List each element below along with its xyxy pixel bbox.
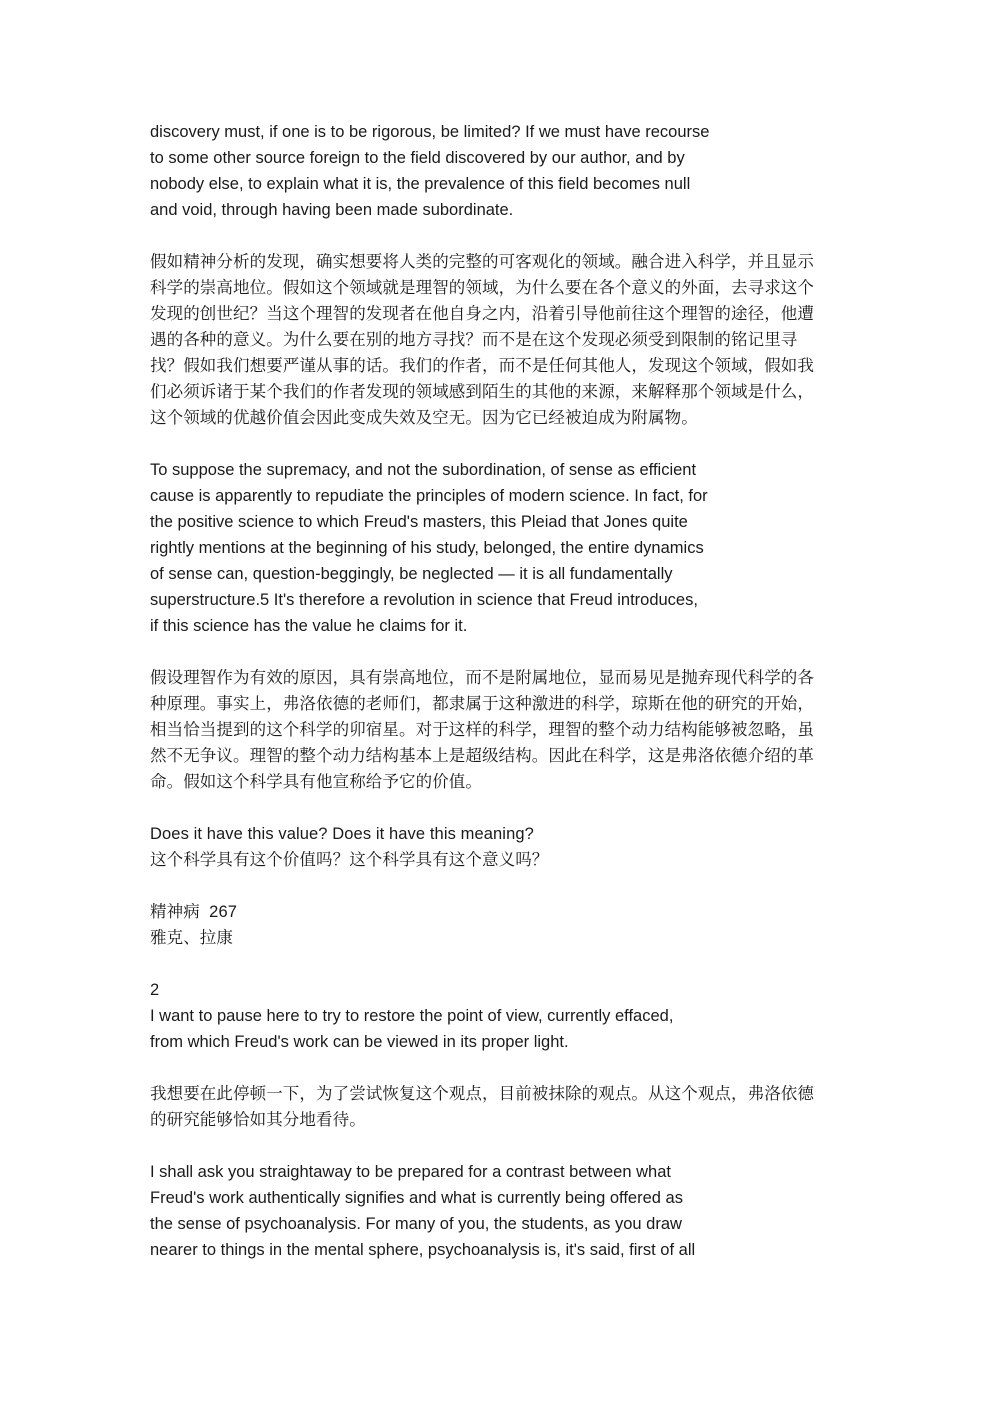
document-page [150, 119, 850, 1263]
paragraph-spacer [150, 795, 850, 821]
text-line: 然不无争议。理智的整个动力结构基本上是超级结构。因此在科学，这是弗洛依德介绍的革 [150, 747, 814, 765]
text-line: superstructure.5 It's therefore a revolution in science that Freud introduces, [150, 591, 698, 609]
text-line: 科学的崇高地位。假如这个领域就是理智的领域，为什么要在各个意义的外面，去寻求这个 [150, 279, 814, 297]
text-line: 假如精神分析的发现，确实想要将人类的完整的可客观化的领域。融合进入科学，并且显示 [150, 253, 814, 271]
text-line: 这个科学具有这个价值吗？这个科学具有这个意义吗？ [150, 851, 549, 869]
text-line: nobody else, to explain what it is, the prevalence of this field becomes null [150, 175, 691, 193]
text-line: 种原理。事实上，弗洛依德的老师们，都隶属于这种激进的科学，琼斯在他的研究的开始， [150, 695, 814, 713]
text-line: nearer to things in the mental sphere, psychoanalysis is, it's said, first of all [150, 1241, 696, 1259]
running-header [150, 899, 850, 951]
paragraph-spacer [150, 639, 850, 665]
paragraph-zh-3 [150, 1081, 850, 1133]
text-line: rightly mentions at the beginning of his study, belonged, the entire dynamics [150, 539, 704, 557]
paragraph-en-1 [150, 119, 850, 223]
text-line: of sense can, question-beggingly, be neglected — it is all fundamentally [150, 565, 673, 583]
text-line: 发现的创世纪？当这个理智的发现者在他自身之内，沿着引导他前往这个理智的途径，他遭 [150, 305, 814, 323]
paragraph-spacer [150, 431, 850, 457]
text-line: 假设理智作为有效的原因，具有崇高地位，而不是附属地位，显而易见是抛弃现代科学的各 [150, 669, 814, 687]
text-line: 们必须诉诸于某个我们的作者发现的领域感到陌生的其他的来源，来解释那个领域是什么， [150, 383, 814, 401]
text-line: discovery must, if one is to be rigorous, be limited? If we must have recourse [150, 123, 710, 141]
paragraph-spacer [150, 873, 850, 899]
text-line: 命。假如这个科学具有他宣称给予它的价值。 [150, 773, 482, 791]
paragraph-zh-2 [150, 665, 850, 795]
text-line: 这个领域的优越价值会因此变成失效及空无。因为它已经被迫成为附属物。 [150, 409, 698, 427]
paragraph-spacer [150, 951, 850, 977]
text-line: 雅克、拉康 [150, 929, 233, 947]
paragraph-zh-1 [150, 249, 850, 431]
text-line: 相当恰当提到的这个科学的卯宿星。对于这样的科学，理智的整个动力结构能够被忽略，虽 [150, 721, 814, 739]
text-line: 遇的各种的意义。为什么要在别的地方寻找？而不是在这个发现必须受到限制的铭记里寻 [150, 331, 798, 349]
paragraph-spacer [150, 1133, 850, 1159]
text-line: the sense of psychoanalysis. For many of you, the students, as you draw [150, 1215, 682, 1233]
text-line: 找？假如我们想要严谨从事的话。我们的作者，而不是任何其他人，发现这个领域，假如我 [150, 357, 814, 375]
paragraph-spacer [150, 1055, 850, 1081]
text-line: from which Freud's work can be viewed in its proper light. [150, 1033, 569, 1051]
text-line: cause is apparently to repudiate the principles of modern science. In fact, for [150, 487, 708, 505]
text-line: Freud's work authentically signifies and what is currently being offered as [150, 1189, 683, 1207]
paragraph-en-3 [150, 977, 850, 1055]
paragraph-en-4 [150, 1159, 850, 1263]
paragraph-spacer [150, 223, 850, 249]
text-line: and void, through having been made subordinate. [150, 201, 514, 219]
text-line: Does it have this value? Does it have this meaning? [150, 825, 534, 843]
paragraph-question [150, 821, 850, 873]
section-number: 2 [150, 981, 160, 999]
text-line: 我想要在此停顿一下，为了尝试恢复这个观点，目前被抹除的观点。从这个观点，弗洛依德 [150, 1085, 814, 1103]
text-line: if this science has the value he claims for it. [150, 617, 468, 635]
text-line: To suppose the supremacy, and not the subordination, of sense as efficient [150, 461, 697, 479]
paragraph-en-2 [150, 457, 850, 639]
text-line: I want to pause here to try to restore the point of view, currently effaced, [150, 1007, 674, 1025]
text-line: 精神病 267 [150, 903, 237, 921]
text-line: the positive science to which Freud's masters, this Pleiad that Jones quite [150, 513, 688, 531]
text-line: 的研究能够恰如其分地看待。 [150, 1111, 366, 1129]
text-line: to some other source foreign to the field discovered by our author, and by [150, 149, 685, 167]
text-line: I shall ask you straightaway to be prepared for a contrast between what [150, 1163, 671, 1181]
